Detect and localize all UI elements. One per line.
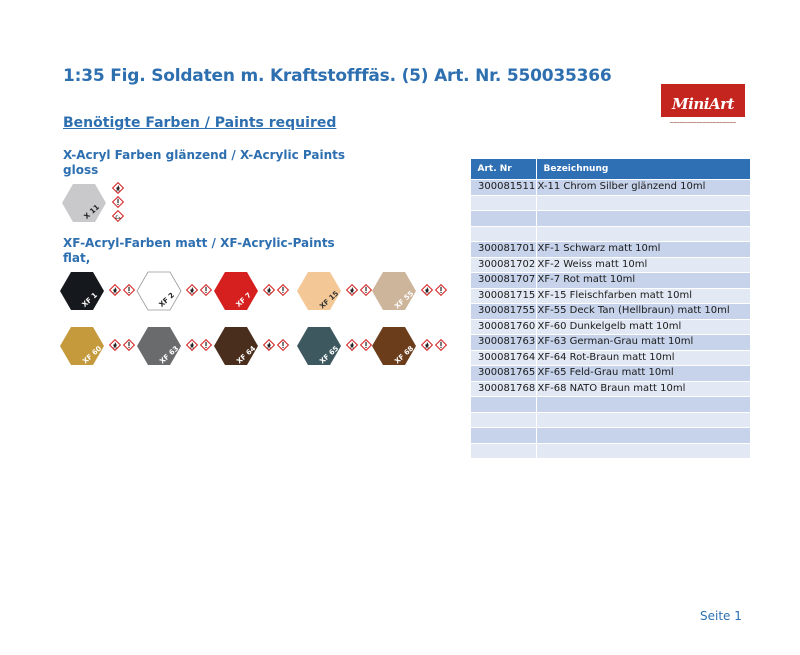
art-nr-cell: 300081764 bbox=[471, 350, 537, 366]
document-title: 1:35 Fig. Soldaten m. Kraftstofffäs. (5) Art. Nr. 550035366 bbox=[63, 66, 612, 86]
page-number: Seite 1 bbox=[700, 609, 742, 623]
description-cell: XF-64 Rot-Braun matt 10ml bbox=[536, 350, 751, 366]
table-row bbox=[471, 412, 751, 428]
art-nr-cell: 300081765 bbox=[471, 366, 537, 382]
paint-code-label: XF 60 bbox=[81, 344, 104, 366]
exclamation-hazard-icon bbox=[435, 284, 447, 296]
gloss-heading: X-Acryl Farben glänzend / X-Acrylic Paints gloss bbox=[63, 148, 345, 177]
paint-swatch bbox=[296, 270, 382, 312]
logo-text: MiniArt bbox=[672, 95, 734, 113]
paint-hexagon bbox=[61, 182, 107, 224]
table-row bbox=[471, 242, 751, 258]
art-nr-cell bbox=[471, 443, 537, 459]
table-row bbox=[471, 180, 751, 196]
paint-code-label: XF 68 bbox=[393, 344, 416, 366]
flammable-icon bbox=[109, 284, 121, 296]
flammable-icon bbox=[263, 339, 275, 351]
description-cell bbox=[536, 226, 751, 242]
description-cell bbox=[536, 428, 751, 444]
paint-hexagon bbox=[213, 270, 259, 312]
flammable-icon bbox=[263, 284, 275, 296]
table-row bbox=[471, 304, 751, 320]
paint-code-label: XF 2 bbox=[157, 291, 176, 309]
paint-swatch bbox=[59, 270, 145, 312]
paint-swatch bbox=[136, 325, 222, 367]
paint-code-label: XF 1 bbox=[80, 291, 99, 309]
art-nr-cell: 300081511 bbox=[471, 180, 537, 196]
flammable-icon bbox=[112, 182, 124, 194]
art-nr-cell bbox=[471, 211, 537, 227]
paint-swatch bbox=[61, 182, 147, 224]
paint-code-label: XF 55 bbox=[393, 289, 416, 311]
paint-swatch bbox=[213, 325, 299, 367]
description-cell: XF-68 NATO Braun matt 10ml bbox=[536, 381, 751, 397]
art-nr-cell: 300081702 bbox=[471, 257, 537, 273]
paint-swatch bbox=[371, 325, 457, 367]
art-nr-cell: 300081760 bbox=[471, 319, 537, 335]
table-row bbox=[471, 443, 751, 459]
art-nr-cell: 300081715 bbox=[471, 288, 537, 304]
art-nr-cell bbox=[471, 428, 537, 444]
environment-hazard-icon bbox=[112, 210, 124, 222]
table-row bbox=[471, 397, 751, 413]
paint-code-label: X 11 bbox=[82, 203, 101, 221]
art-nr-cell: 300081768 bbox=[471, 381, 537, 397]
paint-swatch bbox=[59, 325, 145, 367]
table-header-row bbox=[471, 159, 751, 180]
paint-code-label: XF 63 bbox=[158, 344, 181, 366]
table-row bbox=[471, 381, 751, 397]
flammable-icon bbox=[109, 339, 121, 351]
description-cell bbox=[536, 195, 751, 211]
flammable-icon bbox=[186, 284, 198, 296]
description-cell: XF-15 Fleischfarben matt 10ml bbox=[536, 288, 751, 304]
paint-hexagon bbox=[59, 270, 105, 312]
description-cell bbox=[536, 211, 751, 227]
flammable-icon bbox=[346, 284, 358, 296]
description-cell: XF-65 Feld-Grau matt 10ml bbox=[536, 366, 751, 382]
paint-swatch bbox=[296, 325, 382, 367]
paint-code-label: XF 65 bbox=[318, 344, 341, 366]
flat-heading: XF-Acryl-Farben matt / XF-Acrylic-Paints flat, bbox=[63, 236, 335, 265]
exclamation-hazard-icon bbox=[112, 196, 124, 208]
paint-code-label: XF 15 bbox=[318, 289, 341, 311]
description-cell: XF-55 Deck Tan (Hellbraun) matt 10ml bbox=[536, 304, 751, 320]
description-cell: XF-63 German-Grau matt 10ml bbox=[536, 335, 751, 351]
header-bezeichnung: Bezeichnung bbox=[536, 159, 751, 180]
table-row bbox=[471, 195, 751, 211]
logo-tagline-graphic: ━━━━━━━━━━━━━━━━━━━━ bbox=[669, 120, 737, 126]
description-cell: XF-1 Schwarz matt 10ml bbox=[536, 242, 751, 258]
table-row bbox=[471, 335, 751, 351]
exclamation-hazard-icon bbox=[435, 339, 447, 351]
description-cell: XF-2 Weiss matt 10ml bbox=[536, 257, 751, 273]
art-nr-cell bbox=[471, 195, 537, 211]
paint-swatch bbox=[371, 270, 457, 312]
exclamation-hazard-icon bbox=[123, 339, 135, 351]
table-row bbox=[471, 288, 751, 304]
table-row bbox=[471, 350, 751, 366]
art-nr-cell bbox=[471, 412, 537, 428]
flammable-icon bbox=[421, 284, 433, 296]
paint-table bbox=[470, 159, 751, 459]
paint-hexagon bbox=[136, 270, 182, 312]
exclamation-hazard-icon bbox=[200, 284, 212, 296]
table-body bbox=[471, 180, 751, 459]
table-row bbox=[471, 257, 751, 273]
exclamation-hazard-icon bbox=[200, 339, 212, 351]
description-cell: XF-60 Dunkelgelb matt 10ml bbox=[536, 319, 751, 335]
paint-code-label: XF 7 bbox=[234, 291, 253, 309]
table-row bbox=[471, 211, 751, 227]
paint-swatch bbox=[213, 270, 299, 312]
art-nr-cell: 300081763 bbox=[471, 335, 537, 351]
description-cell: XF-7 Rot matt 10ml bbox=[536, 273, 751, 289]
table-row bbox=[471, 428, 751, 444]
table-row bbox=[471, 226, 751, 242]
exclamation-hazard-icon bbox=[277, 284, 289, 296]
description-cell bbox=[536, 412, 751, 428]
art-nr-cell: 300081707 bbox=[471, 273, 537, 289]
section-heading: Benötigte Farben / Paints required bbox=[63, 115, 337, 131]
art-nr-cell: 300081755 bbox=[471, 304, 537, 320]
miniart-logo bbox=[661, 84, 745, 128]
description-cell bbox=[536, 443, 751, 459]
art-nr-cell bbox=[471, 397, 537, 413]
flammable-icon bbox=[421, 339, 433, 351]
paint-swatch bbox=[136, 270, 222, 312]
flammable-icon bbox=[186, 339, 198, 351]
table-row bbox=[471, 319, 751, 335]
art-nr-cell: 300081701 bbox=[471, 242, 537, 258]
art-nr-cell bbox=[471, 226, 537, 242]
flammable-icon bbox=[346, 339, 358, 351]
exclamation-hazard-icon bbox=[123, 284, 135, 296]
description-cell: X-11 Chrom Silber glänzend 10ml bbox=[536, 180, 751, 196]
table-row bbox=[471, 273, 751, 289]
paint-code-label: XF 64 bbox=[235, 344, 258, 366]
header-art-nr: Art. Nr bbox=[471, 159, 537, 180]
description-cell bbox=[536, 397, 751, 413]
exclamation-hazard-icon bbox=[277, 339, 289, 351]
table-row bbox=[471, 366, 751, 382]
